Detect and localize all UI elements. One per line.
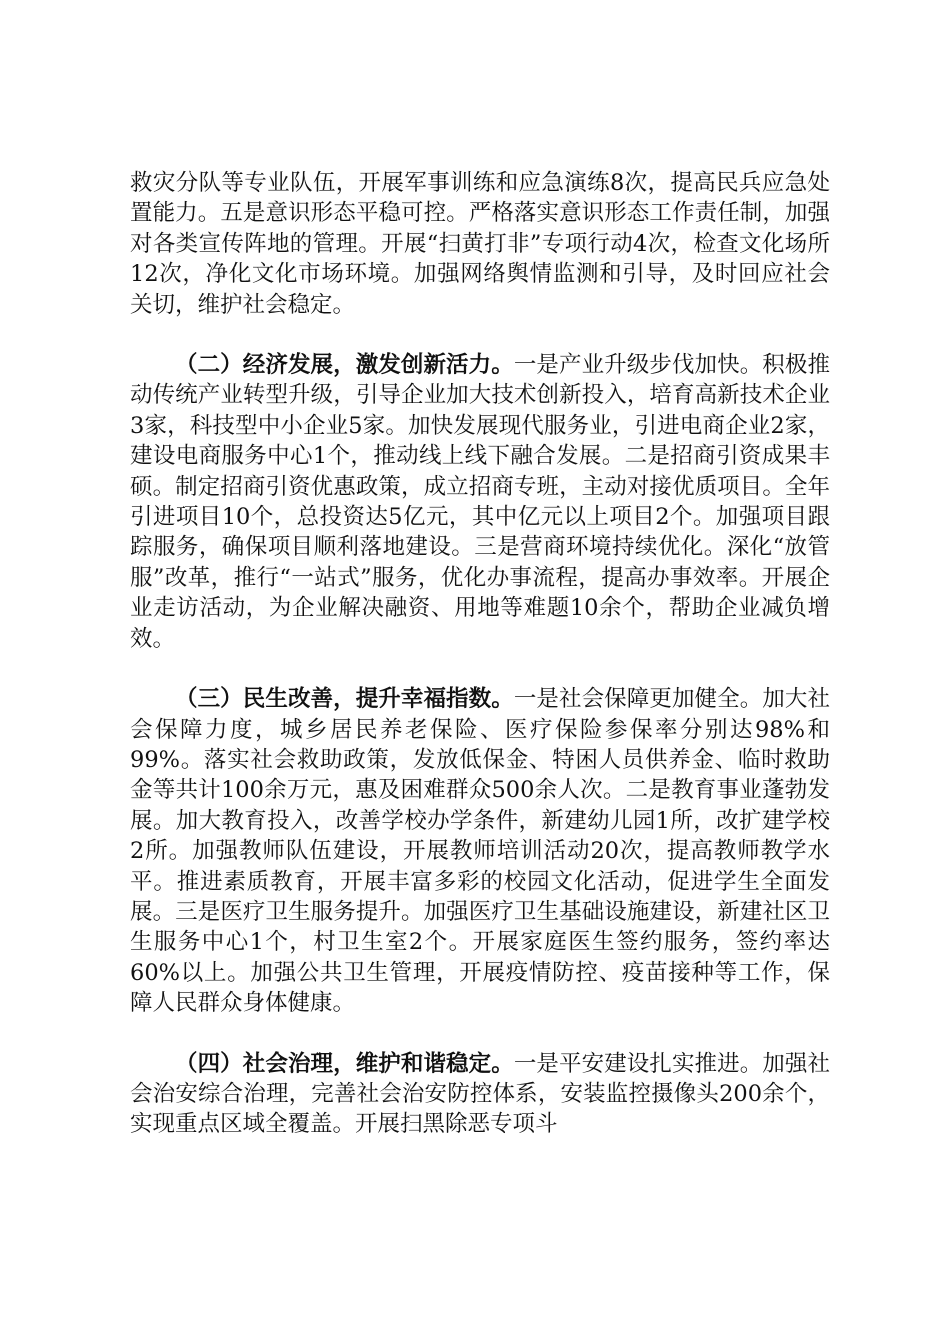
paragraph-social-governance <box>130 1049 830 1140</box>
paragraph-body: 一是社会保障更加健全。加大社会保障力度，城乡居民养老保险、医疗保险参保率分别达98%和99%。落实社会救助政策，发放低保金、特困人员供养金、临时救助金等共计100余万元，惠及困难群众500余人次。二是教育事业蓬勃发展。加大教育投入，改善学校办学条件，新建幼儿园1所，改扩建学校2所。加强教师队伍建设，开展教师培训活动20次，提高教师教学水平。推进素质教育，开展丰富多彩的校园文化活动，促进学生全面发展。三是医疗卫生服务提升。加强医疗卫生基础设施建设，新建社区卫生服务中心1个，村卫生室2个。开展家庭医生签约服务，签约率达60%以上。加强公共卫生管理，开展疫情防控、疫苗接种等工作，保障人民群众身体健康。 <box>130 686 830 1017</box>
document-body <box>130 168 830 1170</box>
paragraph-body: 一是平安建设扎实推进。加强社会治安综合治理，完善社会治安防控体系，安装监控摄像头200余个，实现重点区域全覆盖。开展扫黑除恶专项斗 <box>130 1050 830 1138</box>
section-heading-governance: （四）社会治理，维护和谐稳定。 <box>175 1050 514 1077</box>
paragraph-continued <box>130 168 830 320</box>
paragraph-body: 救灾分队等专业队伍，开展军事训练和应急演练8次，提高民兵应急处置能力。五是意识形态平稳可控。严格落实意识形态工作责任制，加强对各类宣传阵地的管理。开展“扫黄打非”专项行动4次，检查文化场所12次，净化文化市场环境。加强网络舆情监测和引导，及时回应社会关切，维护社会稳定。 <box>130 170 830 318</box>
paragraph-livelihood <box>130 684 830 1018</box>
section-heading-economic: （二）经济发展，激发创新活力。 <box>175 352 514 379</box>
paragraph-economic-development <box>130 350 830 654</box>
paragraph-body: 一是产业升级步伐加快。积极推动传统产业转型升级，引导企业加大技术创新投入，培育高新技术企业3家，科技型中小企业5家。加快发展现代服务业，引进电商企业2家，建设电商服务中心1个，推动线上线下融合发展。二是招商引资成果丰硕。制定招商引资优惠政策，成立招商专班，主动对接优质项目。全年引进项目10个，总投资达5亿元，其中亿元以上项目2个。加强项目跟踪服务，确保项目顺利落地建设。三是营商环境持续优化。深化“放管服”改革，推行“一站式”服务，优化办事流程，提高办事效率。开展企业走访活动，为企业解决融资、用地等难题10余个，帮助企业减负增效。 <box>130 352 830 652</box>
section-heading-livelihood: （三）民生改善，提升幸福指数。 <box>175 686 514 713</box>
